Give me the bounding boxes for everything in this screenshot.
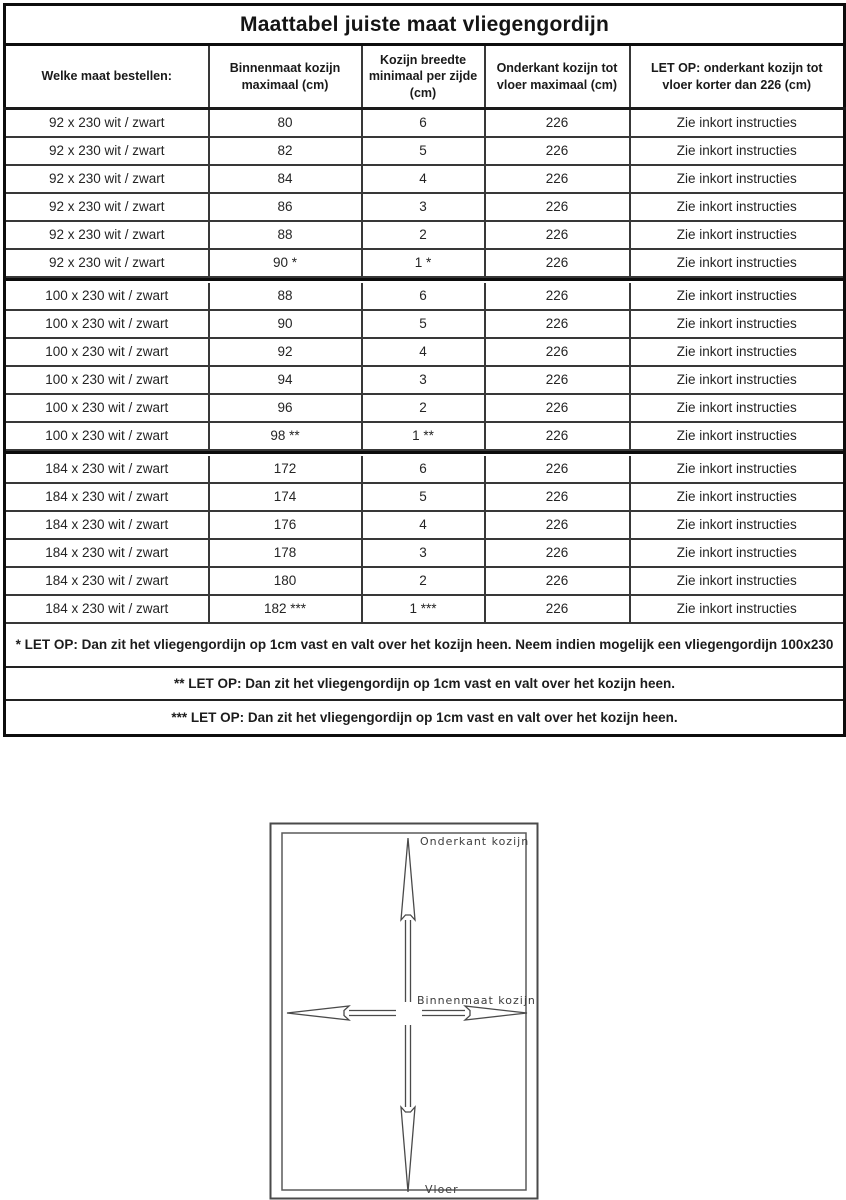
table-cell: 3: [362, 539, 485, 567]
table-cell: 96: [209, 394, 362, 422]
table-row: [5, 282, 845, 310]
table-cell: 1 **: [362, 422, 485, 450]
table-cell: 226: [485, 394, 630, 422]
table-cell: 5: [362, 137, 485, 165]
table-cell: 100 x 230 wit / zwart: [5, 282, 209, 310]
table-cell: 182 ***: [209, 595, 362, 623]
table-row: [5, 221, 845, 249]
table-row: [5, 422, 845, 450]
table-cell: 82: [209, 137, 362, 165]
table-row: [5, 137, 845, 165]
table-cell: Zie inkort instructies: [630, 455, 845, 483]
table-cell: 226: [485, 165, 630, 193]
size-table: [3, 3, 846, 737]
table-row: [5, 511, 845, 539]
table-cell: 88: [209, 282, 362, 310]
table-cell: 174: [209, 483, 362, 511]
table-cell: 3: [362, 366, 485, 394]
table-row: [5, 249, 845, 277]
table-cell: 226: [485, 483, 630, 511]
footnote-row: [5, 700, 845, 736]
table-cell: 4: [362, 165, 485, 193]
table-cell: 84: [209, 165, 362, 193]
column-header-2: Kozijn breedte minimaal per zijde (cm): [362, 45, 485, 109]
table-cell: 226: [485, 137, 630, 165]
table-cell: 226: [485, 595, 630, 623]
table-cell: 6: [362, 282, 485, 310]
footnote-row: [5, 623, 845, 667]
table-cell: 92 x 230 wit / zwart: [5, 193, 209, 221]
table-cell: 100 x 230 wit / zwart: [5, 366, 209, 394]
table-cell: 92 x 230 wit / zwart: [5, 249, 209, 277]
table-cell: 226: [485, 249, 630, 277]
table-cell: 226: [485, 109, 630, 137]
table-cell: Zie inkort instructies: [630, 511, 845, 539]
table-cell: 98 **: [209, 422, 362, 450]
table-row: [5, 595, 845, 623]
table-cell: Zie inkort instructies: [630, 366, 845, 394]
table-cell: 184 x 230 wit / zwart: [5, 567, 209, 595]
table-cell: 226: [485, 366, 630, 394]
column-header-0: Welke maat bestellen:: [5, 45, 209, 109]
table-cell: 92 x 230 wit / zwart: [5, 137, 209, 165]
table-cell: 226: [485, 338, 630, 366]
table-cell: 226: [485, 455, 630, 483]
table-cell: 92 x 230 wit / zwart: [5, 109, 209, 137]
column-header-1: Binnenmaat kozijn maximaal (cm): [209, 45, 362, 109]
table-row: [5, 109, 845, 137]
table-title-row: [5, 5, 845, 45]
table-cell: 4: [362, 338, 485, 366]
table-cell: Zie inkort instructies: [630, 422, 845, 450]
table-cell: 90: [209, 310, 362, 338]
column-header-3: Onderkant kozijn tot vloer maximaal (cm): [485, 45, 630, 109]
table-cell: Zie inkort instructies: [630, 338, 845, 366]
table-cell: 176: [209, 511, 362, 539]
column-header-4: LET OP: onderkant kozijn tot vloer korter dan 226 (cm): [630, 45, 845, 109]
binnenmaat-kozijn-label: Binnenmaat kozijn: [417, 994, 536, 1007]
table-cell: Zie inkort instructies: [630, 221, 845, 249]
table-cell: 1 *: [362, 249, 485, 277]
table-cell: Zie inkort instructies: [630, 394, 845, 422]
table-cell: 94: [209, 366, 362, 394]
table-cell: 1 ***: [362, 595, 485, 623]
table-row: [5, 366, 845, 394]
table-cell: 5: [362, 310, 485, 338]
table-cell: 226: [485, 193, 630, 221]
footnote-3: *** LET OP: Dan zit het vliegengordijn op 1cm vast en valt over het kozijn heen.: [5, 700, 845, 736]
table-cell: 100 x 230 wit / zwart: [5, 338, 209, 366]
table-row: [5, 455, 845, 483]
table-cell: 226: [485, 221, 630, 249]
table-cell: 5: [362, 483, 485, 511]
table-cell: 172: [209, 455, 362, 483]
table-cell: Zie inkort instructies: [630, 165, 845, 193]
table-cell: 92: [209, 338, 362, 366]
table-cell: Zie inkort instructies: [630, 310, 845, 338]
table-cell: 226: [485, 422, 630, 450]
table-row: [5, 567, 845, 595]
table-cell: 2: [362, 221, 485, 249]
table-cell: 184 x 230 wit / zwart: [5, 511, 209, 539]
table-cell: 226: [485, 310, 630, 338]
onderkant-kozijn-label: Onderkant kozijn: [420, 835, 530, 848]
table-cell: 6: [362, 109, 485, 137]
table-cell: 2: [362, 394, 485, 422]
table-row: [5, 539, 845, 567]
table-cell: 4: [362, 511, 485, 539]
table-cell: Zie inkort instructies: [630, 109, 845, 137]
footnote-2: ** LET OP: Dan zit het vliegengordijn op 1cm vast en valt over het kozijn heen.: [5, 667, 845, 700]
table-cell: 100 x 230 wit / zwart: [5, 422, 209, 450]
table-cell: 3: [362, 193, 485, 221]
table-cell: 90 *: [209, 249, 362, 277]
table-cell: 2: [362, 567, 485, 595]
table-cell: 226: [485, 511, 630, 539]
table-cell: Zie inkort instructies: [630, 249, 845, 277]
table-row: [5, 165, 845, 193]
table-row: [5, 483, 845, 511]
table-cell: 180: [209, 567, 362, 595]
table-cell: Zie inkort instructies: [630, 483, 845, 511]
table-row: [5, 193, 845, 221]
footnote-1: * LET OP: Dan zit het vliegengordijn op 1cm vast en valt over het kozijn heen. Neem indien mogelijk een vliegengordijn 100x230: [5, 623, 845, 667]
table-cell: 226: [485, 539, 630, 567]
table-cell: 184 x 230 wit / zwart: [5, 595, 209, 623]
table-row: [5, 310, 845, 338]
table-cell: Zie inkort instructies: [630, 282, 845, 310]
table-cell: 6: [362, 455, 485, 483]
table-row: [5, 394, 845, 422]
table-cell: 88: [209, 221, 362, 249]
table-cell: 92 x 230 wit / zwart: [5, 165, 209, 193]
table-cell: 184 x 230 wit / zwart: [5, 483, 209, 511]
table-cell: Zie inkort instructies: [630, 137, 845, 165]
table-cell: 80: [209, 109, 362, 137]
kozijn-diagram: [269, 822, 539, 1200]
table-cell: Zie inkort instructies: [630, 539, 845, 567]
footnote-row: [5, 667, 845, 700]
table-cell: 100 x 230 wit / zwart: [5, 394, 209, 422]
page-title: Maattabel juiste maat vliegengordijn: [5, 5, 845, 45]
table-cell: 184 x 230 wit / zwart: [5, 455, 209, 483]
vloer-label: Vloer: [425, 1183, 459, 1196]
table-cell: 226: [485, 567, 630, 595]
table-cell: Zie inkort instructies: [630, 595, 845, 623]
table-cell: 86: [209, 193, 362, 221]
table-cell: Zie inkort instructies: [630, 193, 845, 221]
table-cell: 178: [209, 539, 362, 567]
table-cell: 226: [485, 282, 630, 310]
table-row: [5, 338, 845, 366]
table-cell: 184 x 230 wit / zwart: [5, 539, 209, 567]
table-header-row: [5, 45, 845, 109]
table-cell: 92 x 230 wit / zwart: [5, 221, 209, 249]
table-cell: Zie inkort instructies: [630, 567, 845, 595]
table-cell: 100 x 230 wit / zwart: [5, 310, 209, 338]
